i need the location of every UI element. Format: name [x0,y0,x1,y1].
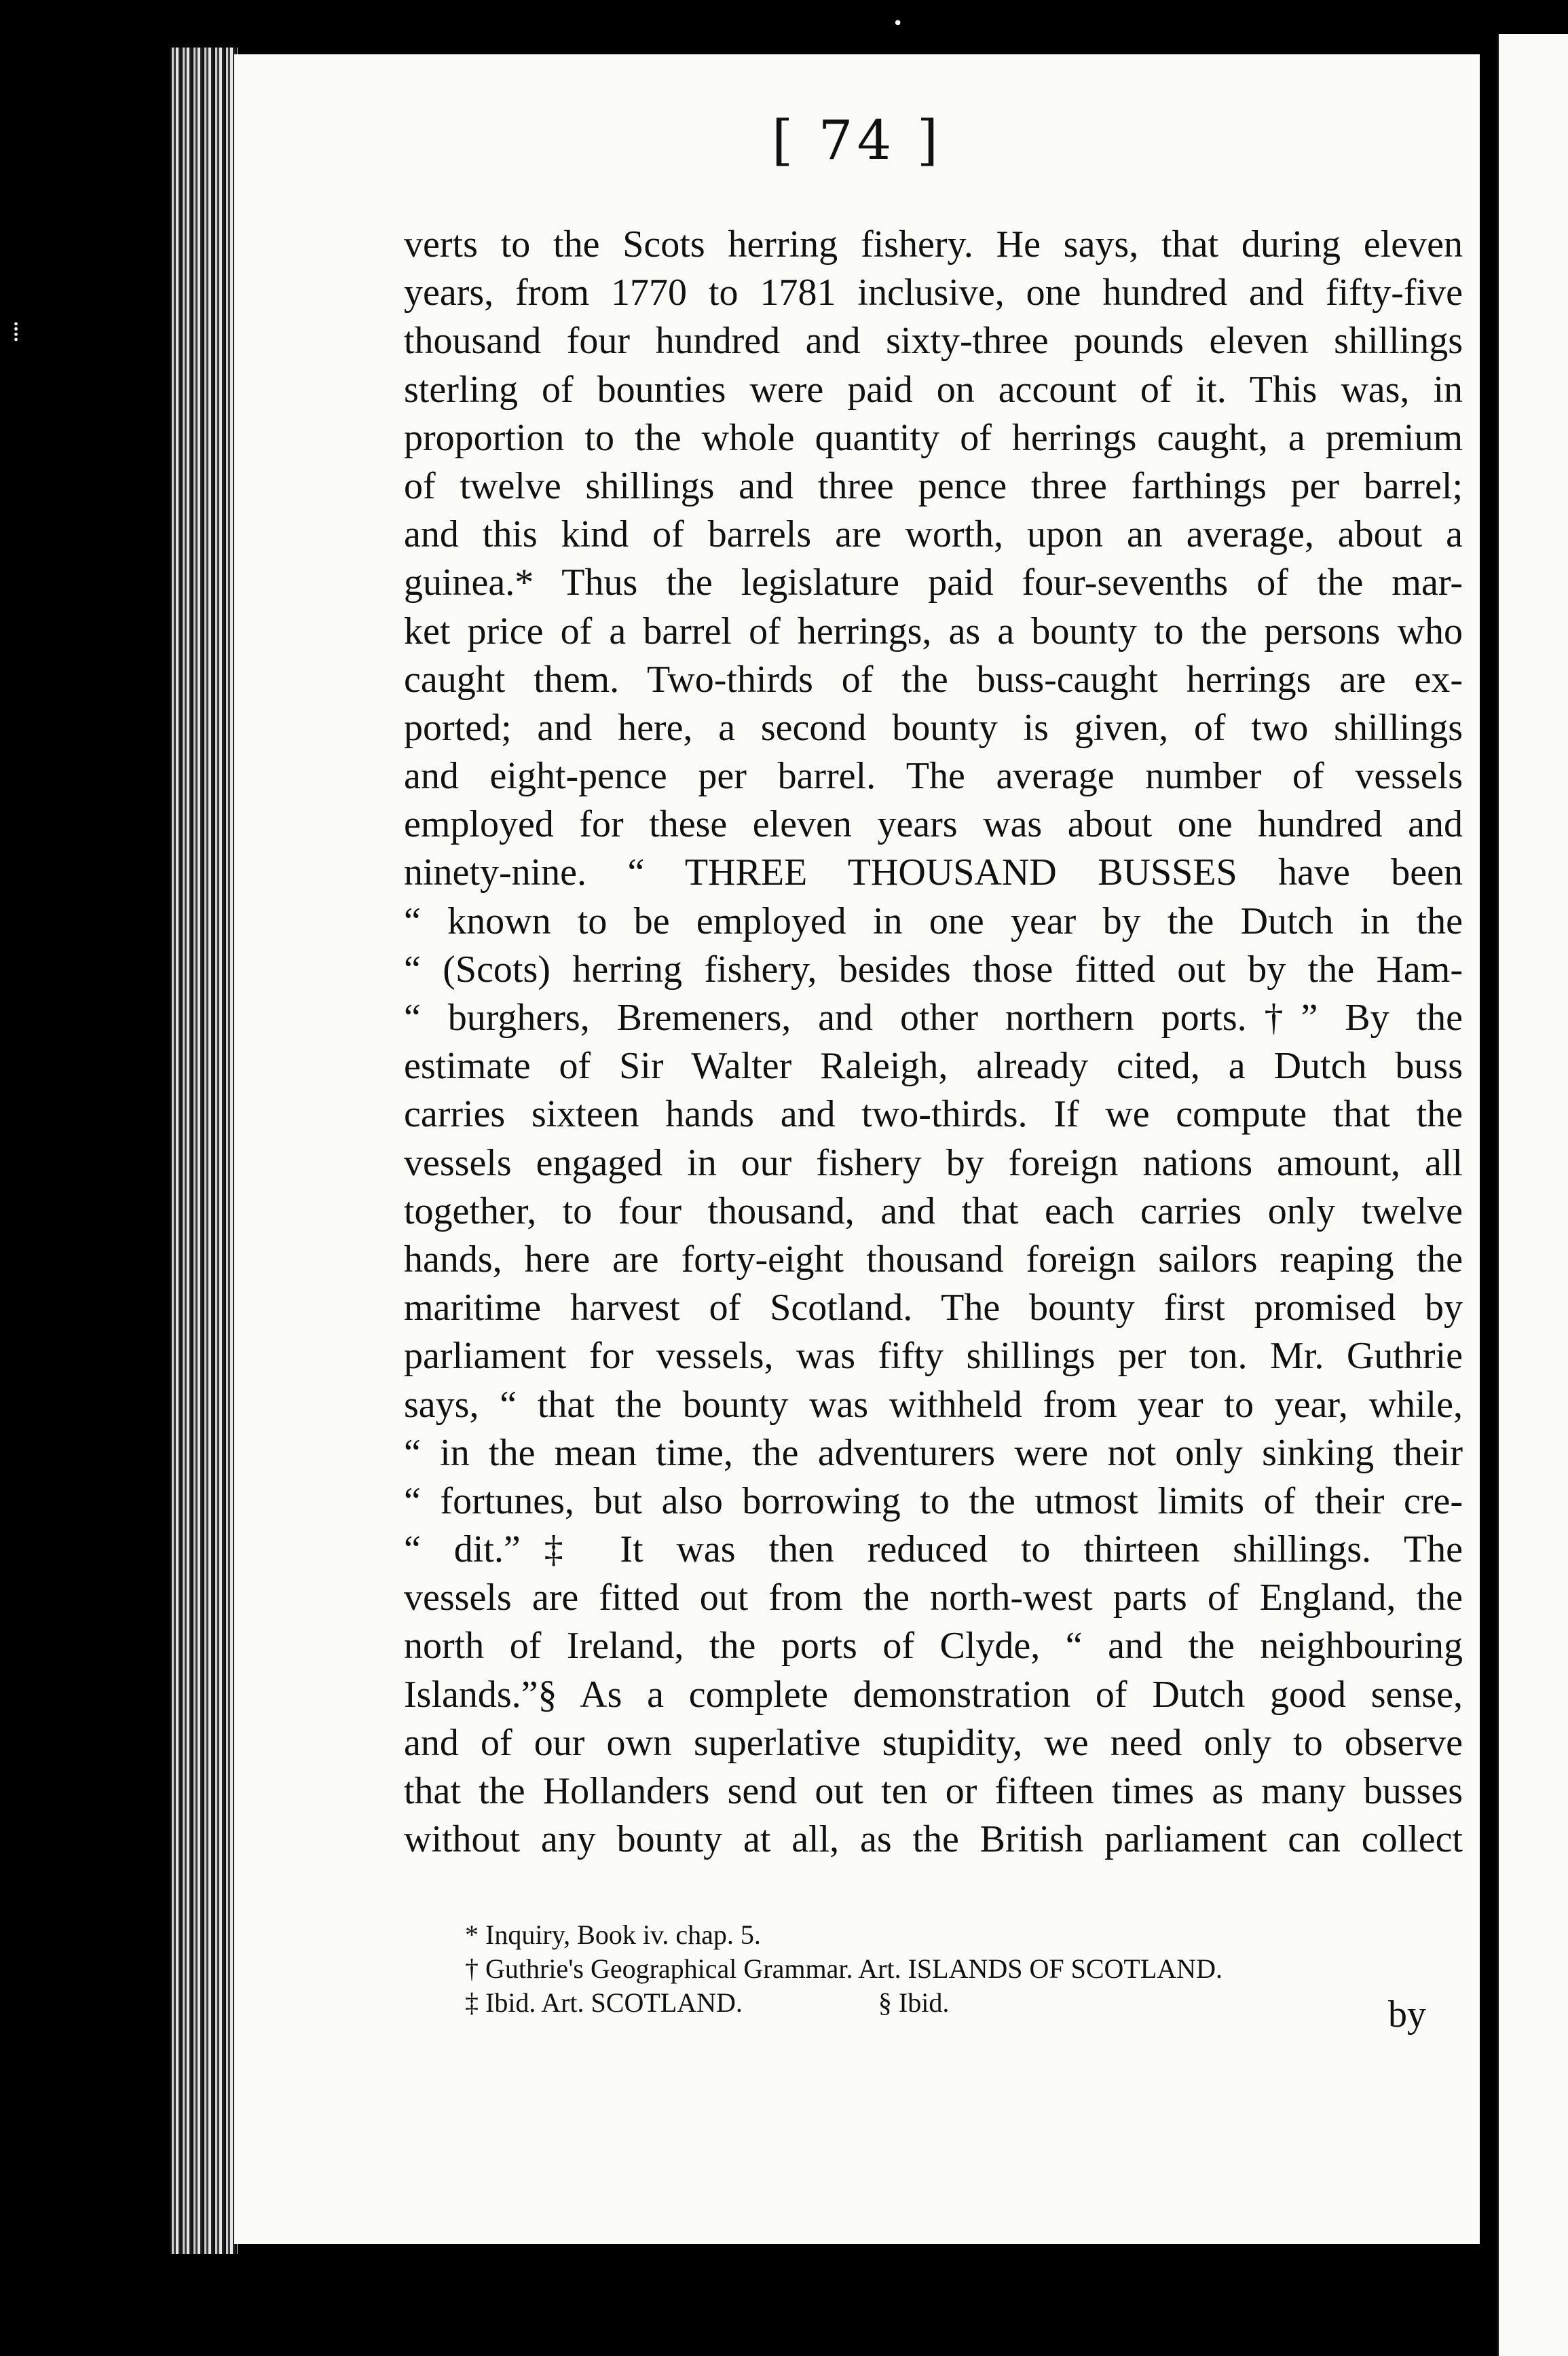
text-line: “ fortunes, but also borrowing to the utmost limits of their cre- [404,1479,1463,1522]
text-line: that the Hollanders send out ten or fifteen times as many busses [404,1770,1463,1812]
footnotes [465,1918,1415,2020]
text-line: guinea.* Thus the legislature paid four-sevenths of the mar- [404,562,1463,604]
page-number-header: [ 74 ] [771,109,943,172]
catchword: by [1388,1993,1426,2036]
text-line: ported; and here, a second bounty is given, of two shillings [404,706,1463,749]
text-line: caught them. Two-thirds of the buss-caught herrings are ex- [404,658,1463,701]
text-line: says, “ that the bounty was withheld from year to year, while, [404,1383,1463,1426]
text-line: verts to the Scots herring fishery. He says, that during eleven [404,223,1463,265]
text-line: parliament for vessels, was fifty shillings per ton. Mr. Guthrie [404,1335,1463,1378]
text-line: “ known to be employed in one year by the Dutch in the [404,900,1463,942]
text-line: ket price of a barrel of herrings, as a bounty to the persons who [404,610,1463,652]
text-line: and this kind of barrels are worth, upon an average, about a [404,513,1463,556]
body-text [404,221,1463,1864]
text-line: “ (Scots) herring fishery, besides those fitted out by the Ham- [404,948,1463,991]
footnote: † Guthrie's Geographical Grammar. Art. ISLANDS OF SCOTLAND. [465,1953,1222,1984]
text-line: together, to four thousand, and that each carries only twelve [404,1190,1463,1232]
text-line: without any bounty at all, as the British parliament can collect [404,1818,1463,1861]
text-line: of twelve shillings and three pence three farthings per barrel; [404,464,1463,507]
text-line: “ in the mean time, the adventurers were not only sinking their [404,1431,1463,1474]
text-line: and of our own superlative stupidity, we need only to observe [404,1721,1463,1764]
scan-speck: • [893,14,903,34]
text-line: “ burghers, Bremeners, and other northern ports.†” By the [404,997,1463,1039]
text-line: “ dit.”‡ It was then reduced to thirteen shillings. The [404,1528,1463,1571]
text-line: proportion to the whole quantity of herrings caught, a premium [404,416,1463,459]
text-line: sterling of bounties were paid on account of it. This was, in [404,368,1463,411]
text-line: vessels are fitted out from the north-west parts of England, the [404,1577,1463,1619]
text-line: vessels engaged in our fishery by foreign nations amount, all [404,1141,1463,1184]
scan-speck: ⁞ [12,316,20,348]
text-line: thousand four hundred and sixty-three pounds eleven shillings [404,320,1463,363]
text-line: ninety-nine. “ THREE THOUSAND BUSSES have been [404,851,1463,894]
book-page [234,54,1480,2244]
text-line: hands, here are forty-eight thousand foreign sailors reaping the [404,1238,1463,1281]
text-line: carries sixteen hands and two-thirds. If we compute that the [404,1093,1463,1136]
text-line: Islands.”§ As a complete demonstration of Dutch good sense, [404,1673,1463,1716]
text-line: estimate of Sir Walter Raleigh, already cited, a Dutch buss [404,1045,1463,1088]
text-line: and eight-pence per barrel. The average number of vessels [404,755,1463,798]
text-line: maritime harvest of Scotland. The bounty first promised by [404,1287,1463,1329]
text-line: north of Ireland, the ports of Clyde, “ and the neighbouring [404,1625,1463,1668]
text-line: years, from 1770 to 1781 inclusive, one hundred and fifty-five [404,272,1463,314]
facing-page-edge [1497,34,1568,2356]
footnote: * Inquiry, Book iv. chap. 5. [465,1919,761,1950]
text-line: employed for these eleven years was about one hundred and [404,803,1463,846]
page-edge-binding [170,48,238,2254]
footnote: ‡ Ibid. Art. SCOTLAND. § Ibid. [465,1987,950,2018]
